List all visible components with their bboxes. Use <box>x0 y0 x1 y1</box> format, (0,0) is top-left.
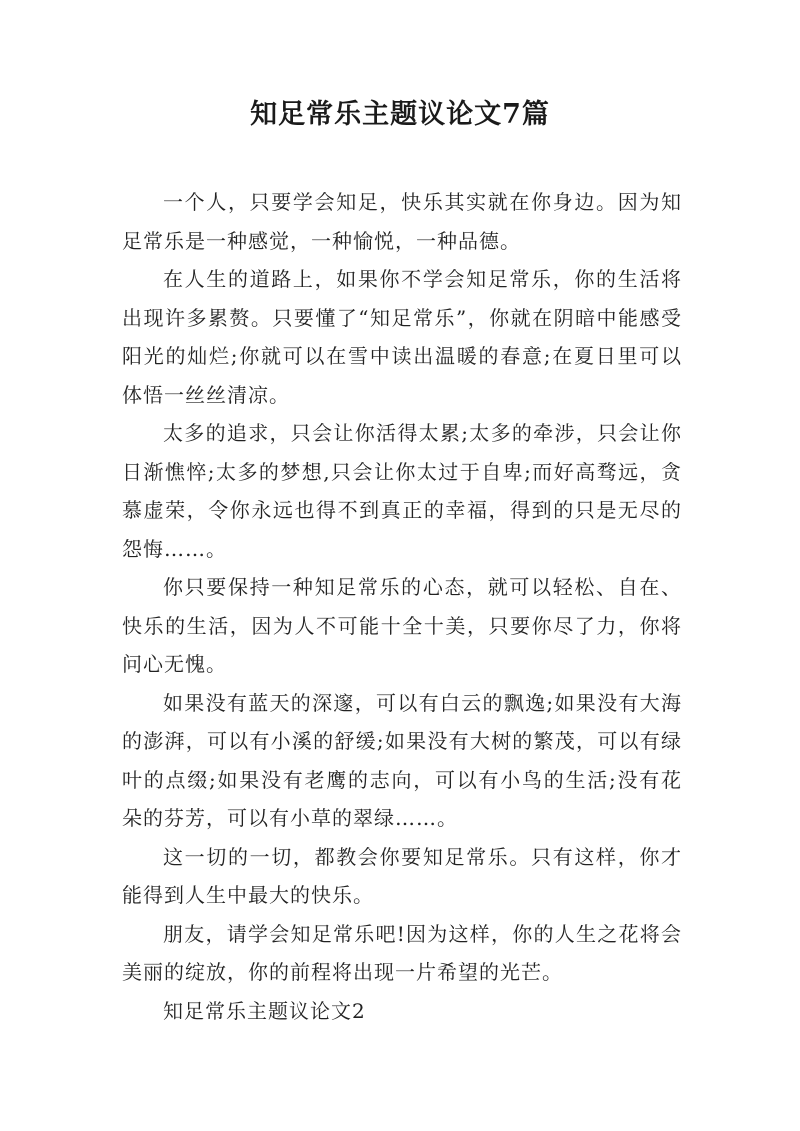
section-subheading: 知足常乐主题议论文2 <box>163 998 366 1023</box>
paragraph-2: 在人生的道路上，如果你不学会知足常乐，你的生活将出现许多累赘。只要懂了“知足常乐”，你就在阴暗中能感受阳光的灿烂;你就可以在雪中读出温暖的春意;在夏日里可以体悟一丝丝清凉。 <box>122 267 682 407</box>
document-body <box>122 183 682 1030</box>
paragraph-3: 太多的追求，只会让你活得太累;太多的牵涉，只会让你日渐憔悴;太多的梦想,只会让你太过于自卑;而好高骛远，贪慕虚荣，令你永远也得不到真正的幸福，得到的只是无尽的怨悔……。 <box>122 421 682 561</box>
paragraph-6: 这一切的一切，都教会你要知足常乐。只有这样，你才能得到人生中最大的快乐。 <box>122 844 682 907</box>
paragraph-7: 朋友，请学会知足常乐吧!因为这样，你的人生之花将会美丽的绽放，你的前程将出现一片希望的光芒。 <box>122 921 682 984</box>
document-title: 知足常乐主题议论文7篇 <box>250 99 550 130</box>
paragraph-4: 你只要保持一种知足常乐的心态，就可以轻松、自在、快乐的生活，因为人不可能十全十美，只要你尽了力，你将问心无愧。 <box>122 575 682 676</box>
paragraph-5: 如果没有蓝天的深邃，可以有白云的飘逸;如果没有大海的澎湃，可以有小溪的舒缓;如果没有大树的繁茂，可以有绿叶的点缀;如果没有老鹰的志向，可以有小鸟的生活;没有花朵的芬芳，可以有小草的翠绿……。 <box>122 690 682 830</box>
paragraph-1: 一个人，只要学会知足，快乐其实就在你身边。因为知足常乐是一种感觉，一种愉悦，一种品德。 <box>122 190 682 253</box>
